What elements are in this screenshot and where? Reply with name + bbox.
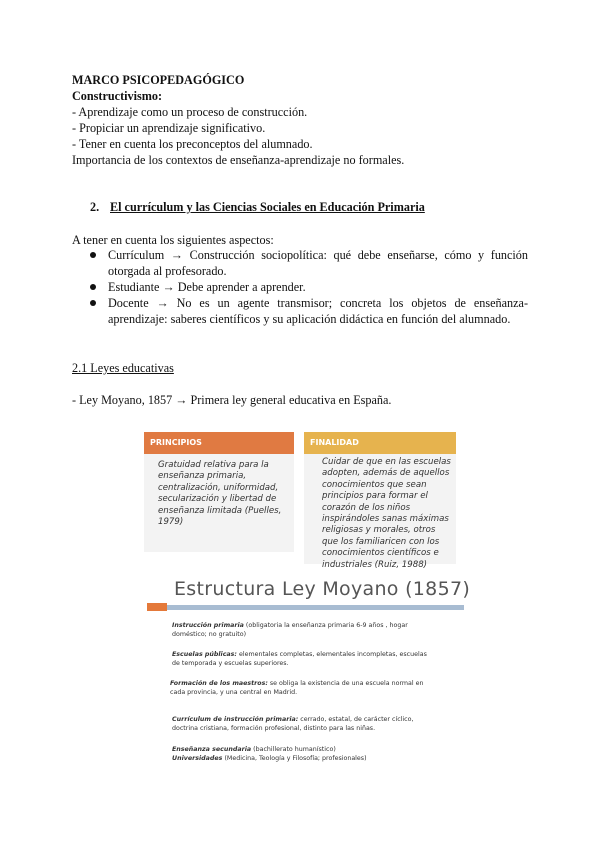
list-item: Docente → No es un agente transmisor; concreta los objetos de enseñanza-aprendizaje: saberes científicos y su aplicación didáctica en función del alumnado.: [90, 295, 528, 327]
section-intro: A tener en cuenta los siguientes aspectos:: [72, 233, 274, 247]
card-header: FINALIDAD: [304, 432, 456, 454]
text-line: - Aprendizaje como un proceso de construcción.: [72, 105, 308, 119]
finalidad-card: [304, 432, 456, 571]
list-item: Estudiante → Debe aprender a aprender.: [90, 279, 528, 295]
subsection-title: 2.1 Leyes educativas: [72, 361, 174, 375]
slide-item: Formación de los maestros: se obliga la existencia de una escuela normal en cada provincia, y una central en Madrid.: [170, 680, 424, 696]
slide-item: Enseñanza secundaria (bachillerato humanístico): [172, 746, 336, 753]
card-body: Cuidar de que en las escuelas adopten, además de aquellos conocimientos que sean principios para formar el corazón de los niños inspirándoles sanas máximas religiosas y morales, otros que los familiaricen con los conocimientos científicos e industriales (Ruiz, 1988): [322, 457, 451, 570]
accent-bar: [147, 603, 167, 611]
text-line: - Ley Moyano, 1857 → Primera ley general educativa en España.: [72, 393, 392, 407]
slide-item: Universidades (Medicina, Teología y Filosofía; profesionales): [172, 755, 367, 762]
slide-item: Instrucción primaria (obligatoria la enseñanza primaria 6-9 años , hogar doméstico; no gratuito): [172, 622, 408, 638]
principios-card: [144, 432, 294, 528]
accent-bar: [167, 605, 464, 610]
section-subtitle: Constructivismo:: [72, 89, 163, 103]
bullet-list: [90, 247, 528, 327]
card-body: Gratuidad relativa para la enseñanza primaria, centralización, uniformidad, secularización y libertad de enseñanza limitada (Puelles, 1979): [158, 460, 282, 528]
slide-title: Estructura Ley Moyano (1857): [174, 578, 471, 600]
text-line: - Propiciar un aprendizaje significativo.: [72, 121, 266, 135]
section-number: 2.: [90, 200, 100, 214]
card-header: PRINCIPIOS: [144, 432, 294, 454]
section-title: El currículum y las Ciencias Sociales en Educación Primaria: [110, 200, 425, 214]
bullet-icon: [90, 284, 96, 290]
slide-item: Escuelas públicas: elementales completas, elementales incompletas, escuelas de temporada y escuelas superiores.: [172, 651, 427, 667]
text-line: Importancia de los contextos de enseñanza-aprendizaje no formales.: [72, 153, 405, 167]
bullet-icon: [90, 252, 96, 258]
section-heading: [90, 200, 425, 215]
list-item: Currículum → Construcción sociopolítica: qué debe enseñarse, cómo y función otorgada al profesorado.: [90, 247, 528, 279]
bullet-icon: [90, 300, 96, 306]
slide-item: Currículum de instrucción primaria: cerrado, estatal, de carácter cíclico, doctrina cristiana, formación profesional, distinto para las niñas.: [172, 716, 414, 732]
text-line: - Tener en cuenta los preconceptos del alumnado.: [72, 137, 313, 151]
page-title: MARCO PSICOPEDAGÓGICO: [72, 73, 245, 87]
